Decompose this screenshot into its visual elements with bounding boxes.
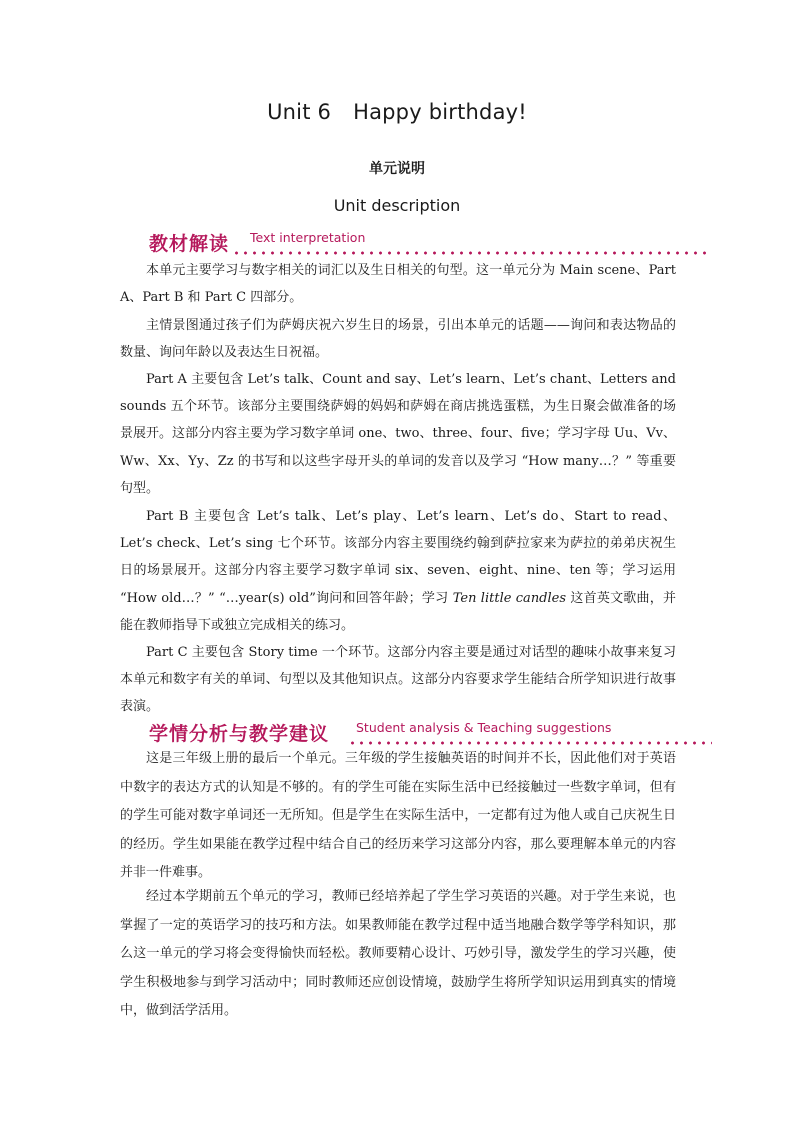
paragraph-text: 这首英文歌曲，并能在教师指导下或独立完成相关的练习。 (120, 590, 676, 633)
section-title-english: Text interpretation (250, 230, 366, 245)
unit-name: Happy birthday! (353, 100, 527, 124)
paragraph: 经过本学期前五个单元的学习，教师已经培养起了学生学习英语的兴趣。对于学生来说，也掌握了一定的英语学习的技巧和方法。如果教师能在教学过程中适当地融合数学等学科知识，那么这一单元的学习将会变得愉快而轻松。教师要精心设计、巧妙引导，激发学生的学习兴趣，使学生积极地参与到学习活动中；同时教师还应创设情境，鼓励学生将所学知识运用到真实的情境中，做到活学活用。 (120, 889, 676, 1019)
paragraph-text: Part B 主要包含 Let’s talk、Let’s play、Let’s learn、Let’s do、Start to read、Let’s check、Let’s sing 七个环节。该部分内容主要围绕约翰到萨拉家来为萨拉的弟弟庆祝生日的场景展开。这部分内容主要学习数字单词 six、seven、eight、nine、ten 等；学习运用 “How old…？” “…year(s) old”询问和回答年龄；学习 (120, 509, 676, 606)
section-heading-text-interpretation (146, 230, 712, 258)
song-title: Ten little candles (452, 590, 567, 606)
section-title-chinese: 教材解读 (149, 233, 230, 255)
section-title-chinese: 学情分析与教学建议 (149, 723, 330, 745)
section-title-english: Student analysis & Teaching suggestions (356, 720, 612, 735)
paragraph: 本单元主要学习与数字相关的词汇以及生日相关的句型。这一单元分为 Main scene、Part A、Part B 和 Part C 四部分。 (120, 263, 676, 306)
dotted-rule (232, 251, 712, 255)
paragraph (120, 503, 676, 639)
unit-number: Unit 6 (267, 100, 332, 124)
paragraph: Part A 主要包含 Let’s talk、Count and say、Let’s learn、Let’s chant、Letters and sounds 五个环节。该部分主要围绕萨姆的妈妈和萨姆在商店挑选蛋糕，为生日聚会做准备的场景展开。这部分内容主要为学习数字单词 one、two、three、four、five；学习字母 Uu、Vv、Ww、Xx、Yy、Zz 的书写和以这些字母开头的单词的发音以及学习 “How many…？” 等重要句型。 (120, 372, 676, 496)
subtitle-chinese: 单元说明 (369, 161, 425, 177)
subtitle-english: Unit description (333, 196, 461, 215)
paragraph: 主情景图通过孩子们为萨姆庆祝六岁生日的场景，引出本单元的话题——询问和表达物品的数量、询问年龄以及表达生日祝福。 (120, 318, 676, 361)
paragraph: 这是三年级上册的最后一个单元。三年级的学生接触英语的时间并不长，因此他们对于英语中数字的表达方式的认知是不够的。有的学生可能在实际生活中已经接触过一些数字单词，但有的学生可能对数字单词还一无所知。但是学生在实际生活中，一定都有过为他人或自己庆祝生日的经历。学生如果能在教学过程中结合自己的经历来学习这部分内容，那么要理解本单元的内容并非一件难事。 (120, 751, 676, 881)
unit-title (0, 100, 794, 124)
section-heading-student-analysis (146, 720, 712, 748)
paragraph: Part C 主要包含 Story time 一个环节。这部分内容主要是通过对话型的趣味小故事来复习本单元和数字有关的单词、句型以及其他知识点。这部分内容要求学生能结合所学知识进行故事表演。 (120, 645, 676, 715)
